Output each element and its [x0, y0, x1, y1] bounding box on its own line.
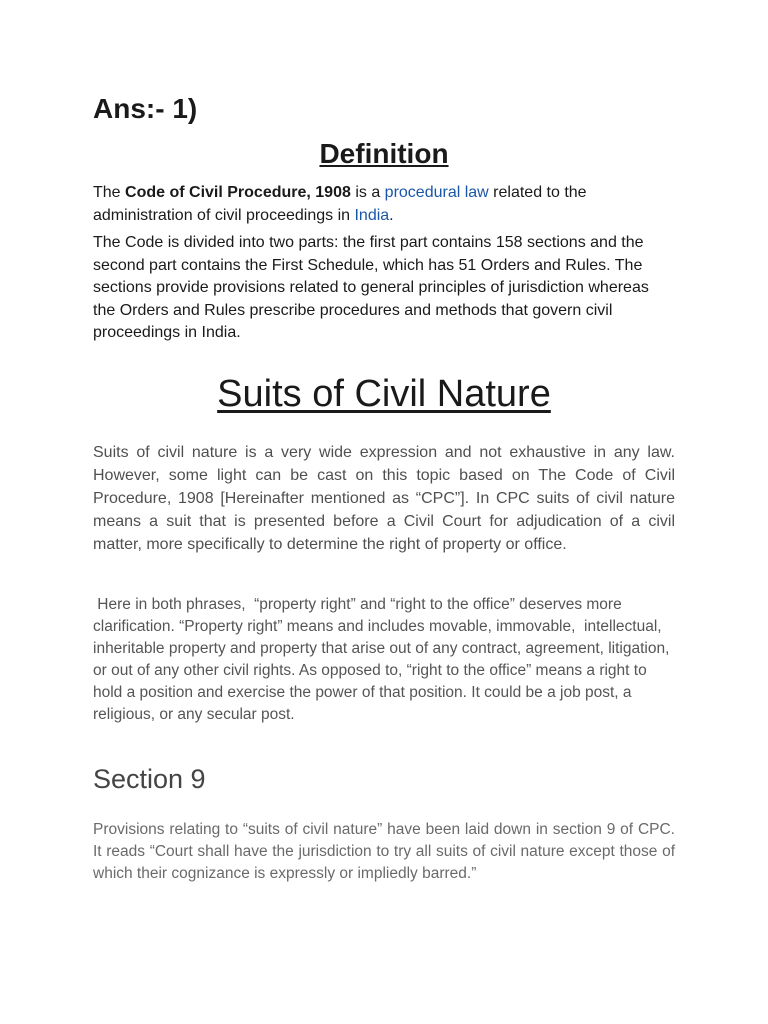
definition-heading: Definition: [319, 138, 449, 169]
india-link[interactable]: India: [354, 206, 390, 224]
answer-heading: Ans:- 1): [93, 93, 198, 124]
section9-heading: Section 9: [93, 764, 206, 794]
suits-heading: Suits of Civil Nature: [217, 373, 551, 415]
definition-paragraph-2: The Code is divided into two parts: the first part contains 158 sections and the second part contains the First Schedule, which has 51 Orders and Rules. The sections provide provisions related to general principles of jurisdiction whereas the Orders and Rules prescribe procedures and methods that govern civil proceedings in India.: [93, 234, 649, 342]
suits-paragraph-1: Suits of civil nature is a very wide expression and not exhaustive in any law. However, some light can be cast on this topic based on The Code of Civil Procedure, 1908 [Hereinafter mentioned as “CPC”]. In CPC suits of civil nature means a suit that is presented before a Civil Court for adjudication of a civil matter, more specifically to determine the right of property or office.: [93, 444, 675, 553]
procedural-law-link[interactable]: procedural law: [384, 184, 489, 201]
definition-paragraph-1: [93, 182, 675, 227]
text: .: [389, 206, 394, 224]
text: related to the administration of civil proceedings in: [93, 184, 587, 224]
bold-term: Code of Civil Procedure, 1908: [125, 184, 351, 201]
text: is a: [350, 184, 385, 201]
text: The: [93, 184, 126, 201]
suits-paragraph-2: Here in both phrases, “property right” and “right to the office” deserves more clarification. “Property right” means and includes movable, immovable, intellectual, inheritable property and property that arise out of any contract, agreement, litigation, or out of any other civil rights. As opposed to, “right to the office” means a right to hold a position and exercise the power of that position. It could be a job post, a religious, or any secular post.: [93, 596, 670, 723]
section9-paragraph: Provisions relating to “suits of civil nature” have been laid down in section 9 of CPC. It reads “Court shall have the jurisdiction to try all suits of civil nature except those of which their cognizance is expressly or impliedly barred.”: [93, 821, 675, 882]
